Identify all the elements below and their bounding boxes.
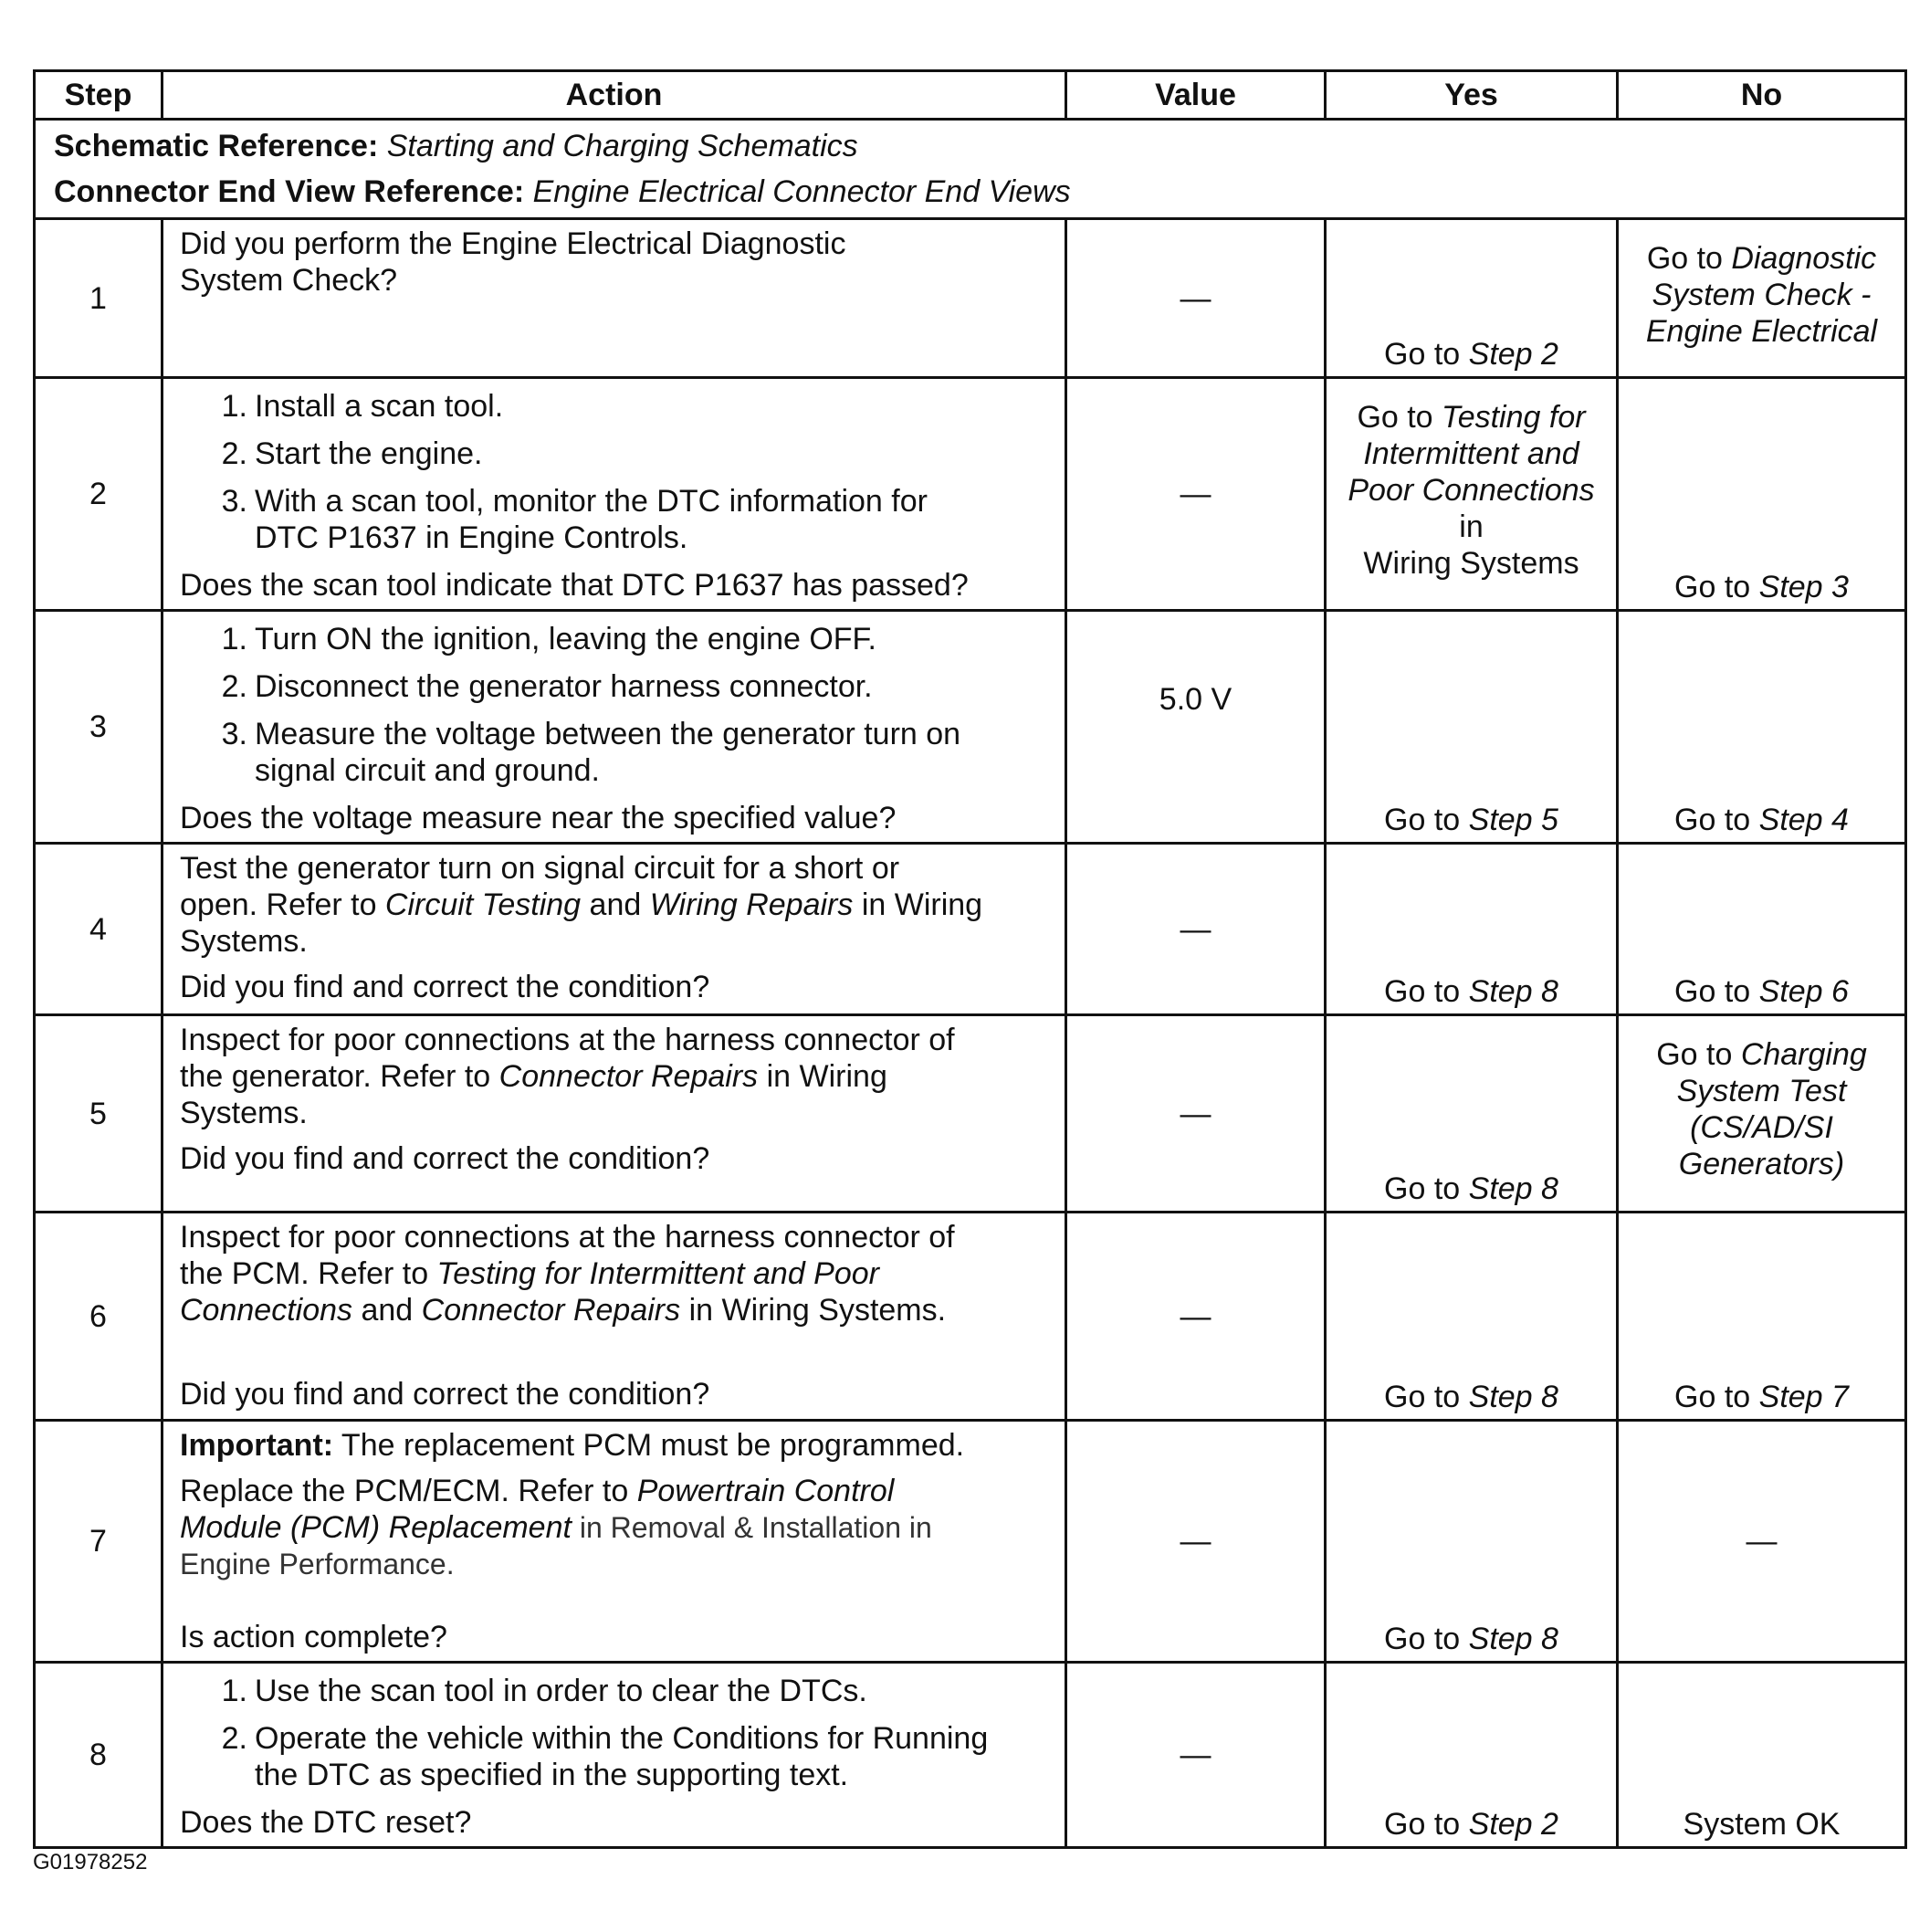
table-row — [35, 1213, 1906, 1421]
action-line: Module (PCM) Replacement in Removal & Installation in — [180, 1510, 932, 1545]
yes-prefix: Go to — [1384, 337, 1469, 372]
yes-plain-line: Wiring Systems — [1363, 546, 1579, 581]
action-step: 1. Install a scan tool. — [221, 389, 504, 424]
yes-link[interactable]: Step 5 — [1468, 803, 1558, 837]
action-line: Test the generator turn on signal circuit for a short or — [180, 851, 900, 886]
action-steps — [180, 1673, 1050, 1793]
no-cell — [1618, 378, 1906, 611]
no-link[interactable]: Charging — [1740, 1037, 1867, 1072]
no-link-line[interactable]: (CS/AD/SI — [1690, 1110, 1833, 1145]
action-step: 2. Disconnect the generator harness connector. — [221, 669, 873, 704]
yes-link-line[interactable]: Poor Connections — [1348, 473, 1595, 508]
no-prefix: Go to — [1674, 803, 1759, 837]
action-step: 3. With a scan tool, monitor the DTC information for DTC P1637 in Engine Controls. — [221, 484, 928, 555]
header-action: Action — [163, 71, 1066, 120]
yes-link[interactable]: Step 8 — [1468, 974, 1558, 1009]
value-cell: — — [1066, 1421, 1326, 1663]
no-cell — [1618, 844, 1906, 1015]
no-link-line[interactable]: Engine Electrical — [1645, 314, 1878, 349]
no-prefix: Go to — [1674, 974, 1759, 1009]
value-cell: — — [1066, 1015, 1326, 1213]
no-prefix: Go to — [1646, 241, 1732, 276]
yes-prefix: Go to — [1384, 974, 1469, 1009]
no-cell — [1618, 219, 1906, 378]
schematic-reference-value: Starting and Charging Schematics — [386, 129, 858, 163]
no-prefix: Go to — [1674, 570, 1759, 604]
step-number: 7 — [35, 1421, 163, 1663]
action-line: System Check? — [180, 263, 398, 298]
yes-link[interactable]: Step 8 — [1468, 1622, 1558, 1656]
action-cell — [163, 1213, 1066, 1421]
no-link[interactable]: Step 4 — [1758, 803, 1849, 837]
action-steps — [180, 621, 1050, 789]
action-line: Connections and Connector Repairs in Wiring Systems. — [180, 1293, 947, 1328]
no-cell: — — [1618, 1421, 1906, 1663]
action-cell — [163, 219, 1066, 378]
important-note: Important: The replacement PCM must be programmed. — [180, 1428, 965, 1463]
action-question: Did you find and correct the condition? — [180, 1377, 710, 1412]
action-question: Is action complete? — [180, 1620, 447, 1654]
action-question: Did you find and correct the condition? — [180, 1141, 710, 1176]
no-prefix: Go to — [1674, 1380, 1759, 1414]
yes-cell — [1326, 1663, 1618, 1848]
action-steps — [180, 388, 1050, 556]
yes-cell — [1326, 378, 1618, 611]
action-step: 1. Turn ON the ignition, leaving the engine OFF. — [221, 622, 876, 656]
action-line: the PCM. Refer to Testing for Intermittent and Poor — [180, 1256, 879, 1291]
yes-cell — [1326, 844, 1618, 1015]
connector-reference-value: Engine Electrical Connector End Views — [532, 174, 1071, 209]
action-question: Does the voltage measure near the specified value? — [180, 801, 897, 835]
action-cell — [163, 611, 1066, 844]
connector-reference — [36, 172, 1904, 217]
no-link[interactable]: Step 7 — [1758, 1380, 1849, 1414]
yes-link[interactable]: Step 8 — [1468, 1171, 1558, 1206]
yes-cell — [1326, 1421, 1618, 1663]
value-cell: 5.0 V — [1066, 611, 1326, 844]
action-question: Does the DTC reset? — [180, 1805, 472, 1840]
yes-cell — [1326, 1015, 1618, 1213]
table-row — [35, 611, 1906, 844]
no-link[interactable]: Step 3 — [1758, 570, 1849, 604]
diagnostic-table-sheet — [33, 69, 1904, 1849]
diagnostic-table — [33, 69, 1907, 1849]
header-no: No — [1618, 71, 1906, 120]
table-row — [35, 1015, 1906, 1213]
value-cell: — — [1066, 219, 1326, 378]
action-step: 2. Start the engine. — [221, 436, 483, 471]
no-cell — [1618, 611, 1906, 844]
action-cell — [163, 1421, 1066, 1663]
step-number: 6 — [35, 1213, 163, 1421]
header-yes: Yes — [1326, 71, 1618, 120]
no-cell: System OK — [1618, 1663, 1906, 1848]
action-line: Replace the PCM/ECM. Refer to Powertrain Control — [180, 1474, 895, 1508]
table-row — [35, 844, 1906, 1015]
yes-link[interactable]: Step 2 — [1468, 1807, 1558, 1842]
table-row — [35, 378, 1906, 611]
value-cell: — — [1066, 844, 1326, 1015]
table-row — [35, 219, 1906, 378]
step-number: 4 — [35, 844, 163, 1015]
action-line: Inspect for poor connections at the harness connector of — [180, 1023, 955, 1057]
header-step: Step — [35, 71, 163, 120]
step-number: 3 — [35, 611, 163, 844]
yes-cell — [1326, 1213, 1618, 1421]
yes-prefix: Go to — [1384, 1380, 1469, 1414]
no-cell — [1618, 1213, 1906, 1421]
value-cell: — — [1066, 1663, 1326, 1848]
yes-link[interactable]: Step 2 — [1468, 337, 1558, 372]
reference-row — [35, 120, 1906, 219]
action-step: 3. Measure the voltage between the generator turn on signal circuit and ground. — [221, 717, 961, 788]
table-row — [35, 1421, 1906, 1663]
action-step: 2. Operate the vehicle within the Conditions for Running the DTC as specified in the supporting text. — [221, 1721, 989, 1792]
yes-cell — [1326, 219, 1618, 378]
no-link[interactable]: Diagnostic — [1731, 241, 1877, 276]
step-number: 5 — [35, 1015, 163, 1213]
schematic-reference — [36, 121, 1904, 172]
action-line: the generator. Refer to Connector Repairs in Wiring — [180, 1059, 887, 1094]
step-number: 1 — [35, 219, 163, 378]
yes-cell — [1326, 611, 1618, 844]
value-cell: — — [1066, 378, 1326, 611]
action-line: Did you perform the Engine Electrical Diagnostic — [180, 226, 846, 261]
yes-prefix: Go to — [1384, 1622, 1469, 1656]
no-link[interactable]: Step 6 — [1758, 974, 1849, 1009]
step-number: 2 — [35, 378, 163, 611]
figure-code: G01978252 — [33, 1850, 148, 1874]
action-line: Engine Performance. — [180, 1548, 455, 1580]
header-value: Value — [1066, 71, 1326, 120]
yes-link[interactable]: Step 8 — [1468, 1380, 1558, 1414]
no-link-line[interactable]: System Test — [1676, 1074, 1847, 1108]
action-cell — [163, 378, 1066, 611]
action-line: open. Refer to Circuit Testing and Wiring Repairs in Wiring — [180, 887, 983, 922]
action-line: Inspect for poor connections at the harness connector of — [180, 1220, 955, 1255]
action-question: Does the scan tool indicate that DTC P1637 has passed? — [180, 568, 969, 603]
no-prefix: Go to — [1656, 1037, 1741, 1072]
yes-prefix: Go to — [1384, 803, 1469, 837]
action-line: Systems. — [180, 924, 308, 959]
yes-prefix: Go to — [1357, 400, 1442, 435]
schematic-reference-label: Schematic Reference: — [54, 129, 379, 163]
yes-prefix: Go to — [1384, 1807, 1469, 1842]
no-link-line[interactable]: Generators) — [1678, 1147, 1845, 1181]
connector-reference-label: Connector End View Reference: — [54, 174, 525, 209]
action-cell — [163, 844, 1066, 1015]
no-cell — [1618, 1015, 1906, 1213]
action-cell — [163, 1663, 1066, 1848]
yes-plain-line: in — [1459, 509, 1484, 544]
action-cell — [163, 1015, 1066, 1213]
action-step: 1. Use the scan tool in order to clear the DTCs. — [221, 1674, 867, 1708]
step-number: 8 — [35, 1663, 163, 1848]
yes-link-line[interactable]: Intermittent and — [1363, 436, 1579, 471]
value-cell: — — [1066, 1213, 1326, 1421]
table-row — [35, 1663, 1906, 1848]
no-link-line[interactable]: System Check - — [1652, 278, 1872, 312]
header-row — [35, 71, 1906, 120]
action-question: Did you find and correct the condition? — [180, 970, 710, 1004]
action-line: Systems. — [180, 1096, 308, 1130]
yes-link[interactable]: Testing for — [1442, 400, 1586, 435]
yes-prefix: Go to — [1384, 1171, 1469, 1206]
